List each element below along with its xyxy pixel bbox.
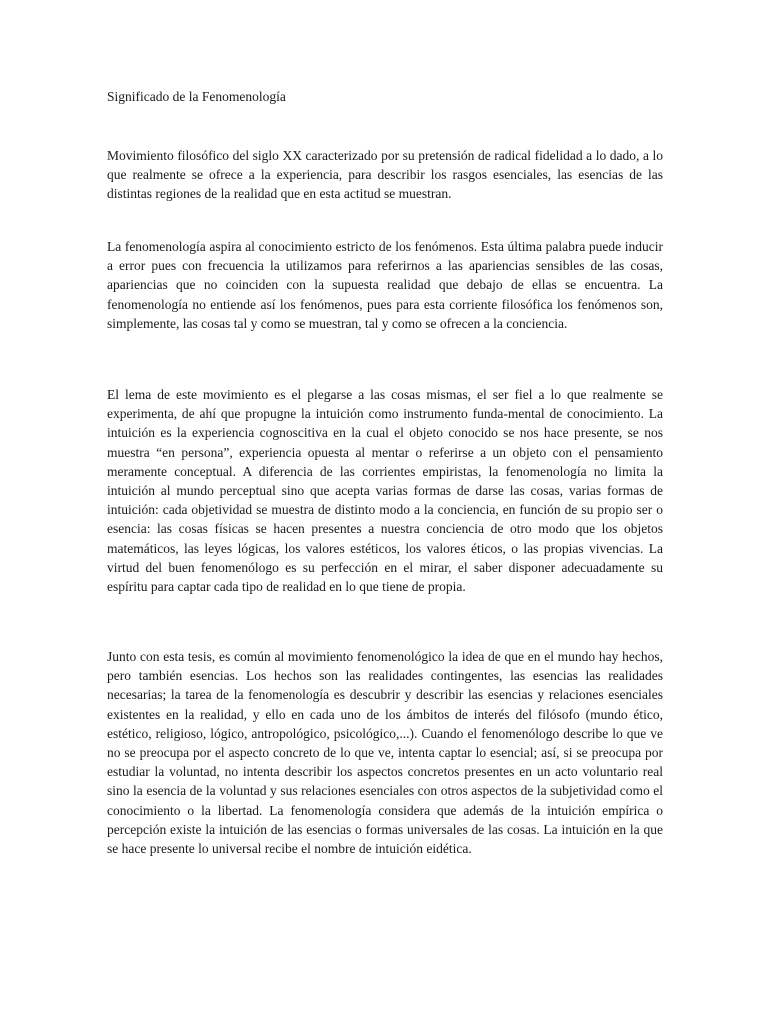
document-title: Significado de la Fenomenología: [107, 89, 286, 104]
paragraph-1: Movimiento filosófico del siglo XX caracterizado por su pretensión de radical fidelidad a lo dado, a lo que realmente se ofrece a la experiencia, para describir los rasgos esenciales, las esencias de las distintas regiones de la realidad que en esta actitud se muestran.: [107, 148, 663, 202]
paragraph-2: La fenomenología aspira al conocimiento estricto de los fenómenos. Esta última palabra puede inducir a error pues con frecuencia la utilizamos para referirnos a las apariencias sensibles de las cosas, apariencias que no coinciden con la supuesta realidad que debajo de ellas se encuentra. La fenomenología no entiende así los fenómenos, pues para esta corriente filosófica los fenómenos son, simplemente, las cosas tal y como se muestran, tal y como se ofrecen a la conciencia.: [107, 239, 663, 331]
paragraph-4: Junto con esta tesis, es común al movimiento fenomenológico la idea de que en el mundo hay hechos, pero también esencias. Los hechos son las realidades contingentes, las esencias las realidades necesarias; la tarea de la fenomenología es descubrir y describir las esencias y relaciones esenciales existentes en la realidad, y ello en cada uno de los ámbitos de interés del filósofo (mundo ético, estético, religioso, lógico, antropológico, psicológico,...). Cuando el fenomenólogo describe lo que ve no se preocupa por el aspecto concreto de lo que ve, intenta captar lo esencial; así, si se preocupa por estudiar la voluntad, no intenta describir los aspectos concretos presentes en un acto voluntario real sino la esencia de la voluntad y sus relaciones esenciales con otros aspectos de la subjetividad como el conocimiento o la libertad. La fenomenología considera que además de la intuición empírica o percepción existe la intuición de las esencias o formas universales de las cosas. La intuición en la que se hace presente lo universal recibe el nombre de intuición eidética.: [107, 649, 663, 857]
paragraph-3: El lema de este movimiento es el plegarse a las cosas mismas, el ser fiel a lo que realmente se experimenta, de ahí que propugne la intuición como instrumento funda-mental de conocimiento. La intuición es la experiencia cognoscitiva en la cual el objeto conocido se nos hace presente, se nos muestra “en persona”, experiencia opuesta al mentar o referirse a un objeto con el pensamiento meramente conceptual. A diferencia de las corrientes empiristas, la fenomenología no limita la intuición al mundo perceptual sino que acepta varias formas de darse las cosas, varias formas de intuición: cada objetividad se muestra de distinto modo a la conciencia, en función de su propio ser o esencia: las cosas físicas se hacen presentes a nuestra conciencia de otro modo que los objetos matemáticos, las leyes lógicas, los valores estéticos, los valores éticos, o las propias vivencias. La virtud del buen fenomenólogo es su perfección en el mirar, el saber disponer adecuadamente su espíritu para captar cada tipo de realidad en lo que tiene de propia.: [107, 387, 663, 595]
